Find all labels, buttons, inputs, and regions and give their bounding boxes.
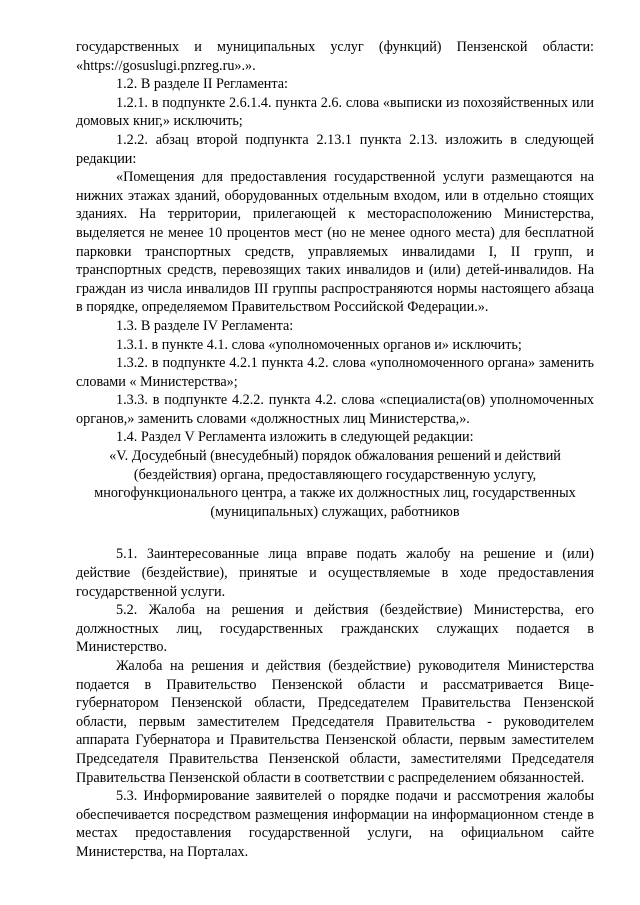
paragraph-1-2-1: 1.2.1. в подпункте 2.6.1.4. пункта 2.6. слова «выписки из похозяйственных или домовых книг,» исключить; — [76, 94, 594, 130]
paragraph-section-2: 1.2. В разделе II Регламента: — [116, 76, 288, 93]
paragraph-1-4: 1.4. Раздел V Регламента изложить в следующей редакции: — [116, 429, 474, 446]
paragraph-complaint-head: Жалоба на решения и действия (бездействие) руководителя Министерства подается в Правительство Пензенской области и рассматривается Вице-губернатором Пензенской области, Председателем Правительства Пензенской области, первым заместителем Председателя Правительства - руководителем аппарата Губернатора и Правительства Пензенской области, первым заместителем Председателя Правительства Пензенской области, заместителями Председателя Правительства Пензенской области в соответствии с распределением обязанностей. — [76, 658, 594, 786]
paragraph-1-2-2: 1.2.2. абзац второй подпункта 2.13.1 пункта 2.13. изложить в следующей редакции: — [76, 131, 594, 167]
paragraph-5-3: 5.3. Информирование заявителей о порядке подачи и рассмотрения жалобы обеспечивается посредством размещения информации на информационном стенде в местах предоставления государственной услуги, на официальном сайте Министерства, на Порталах. — [76, 788, 594, 860]
document-page — [76, 38, 594, 862]
section-5-heading: «V. Досудебный (внесудебный) порядок обжалования решений и действий (бездействия) органа, предоставляющего государственную услугу, многофункционального центра, а также их должностных лиц, государственных (муниципальных) служащих, работников — [94, 448, 576, 520]
paragraph-5-2: 5.2. Жалоба на решения и действия (бездействие) Министерства, его должностных лиц, государственных гражданских служащих подается в Министерство. — [76, 602, 594, 656]
paragraph-1: государственных и муниципальных услуг (функций) Пензенской области: «https://gosuslugi.pnzreg.ru».». — [76, 39, 594, 74]
spacer — [76, 521, 594, 539]
paragraph-1-3-1: 1.3.1. в пункте 4.1. слова «уполномоченных органов и» исключить; — [116, 336, 522, 353]
paragraph-5-1: 5.1. Заинтересованные лица вправе подать жалобу на решение и (или) действие (бездействие), принятые и осуществляемые в ходе предоставления государственной услуги. — [76, 546, 594, 600]
paragraph-1-3-2: 1.3.2. в подпункте 4.2.1 пункта 4.2. слова «уполномоченного органа» заменить словами « Министерства»; — [76, 355, 594, 390]
paragraph-premises: «Помещения для предоставления государственной услуги размещаются на нижних этажах зданий, оборудованных отдельным входом, или в отдельно стоящих зданиях. На территории, прилегающей к месторасположению Министерства, выделяется не менее 10 процентов мест (но не менее одного места) для бесплатной парковки транспортных средств, управляемых инвалидами I, II групп, и транспортных средств, перевозящих таких инвалидов и (или) детей-инвалидов. На граждан из числа инвалидов III группы распространяются нормы настоящего абзаца в порядке, определяемом Правительством Российской Федерации.». — [76, 169, 594, 316]
paragraph-1-3-3: 1.3.3. в подпункте 4.2.2. пункта 4.2. слова «специалиста(ов) уполномоченных органов,» заменить словами «должностных лиц Министерства,». — [76, 392, 594, 427]
paragraph-section-4: 1.3. В разделе IV Регламента: — [116, 317, 294, 334]
